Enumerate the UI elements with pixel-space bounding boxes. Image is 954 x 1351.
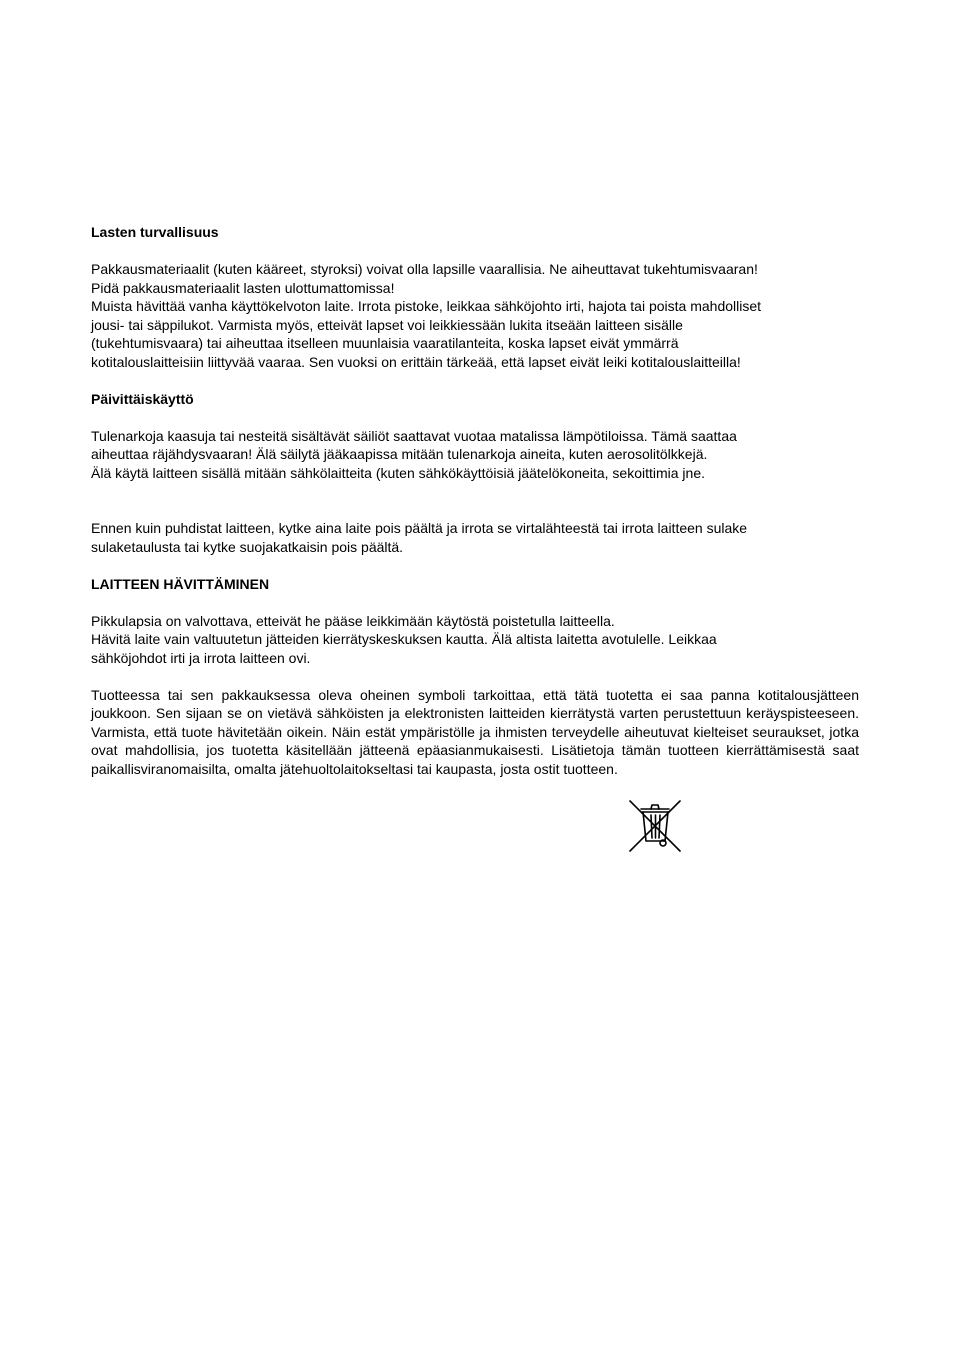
text-line: Hävitä laite vain valtuutetun jätteiden kierrätyskeskuksen kautta. Älä altista laitetta avotulelle. Leikkaa [91,631,717,647]
text-line: Pidä pakkausmateriaalit lasten ulottumattomissa! [91,279,395,296]
heading-child-safety: Lasten turvallisuus [91,224,219,240]
paragraph-child-safety [91,260,859,371]
paragraph-weee: Tuotteessa tai sen pakkauksessa oleva oheinen symboli tarkoittaa, että tätä tuotetta ei saa panna kotitalousjätteen joukkoon. Sen sijaan se on vietävä sähköisten ja elektronisten laitteiden kierrätystä varten perustettuun keräyspisteeseen. Varmista, että tuote hävitetään oikein. Näin estät ympäristölle ja ihmisten terveydelle aiheutuvat kielteiset seuraukset, jotka ovat mahdollisia, jos tuotetta käsitellään jätteenä epäasianmukaisesti. Lisätietoja tämän tuotteen kierrättämisestä saat paikallisviranomaisilta, omalta jätehuoltolaitokseltasi tai kaupasta, josta ostit tuotteen. [91,686,859,777]
crossed-out-wheelie-bin-icon [624,797,686,855]
text-line: Tulenarkoja kaasuja tai nesteitä sisältävät säiliöt saattavat vuotaa matalissa lämpötiloissa. Tämä saattaa [91,427,737,444]
text-line: Älä käytä laitteen sisällä mitään sähkölaitteita (kuten sähkökäyttöisiä jäätelökoneita, sekoittimia jne. [91,464,705,481]
heading-disposal: LAITTEEN HÄVITTÄMINEN [91,575,270,592]
paragraph-daily-use [91,427,859,483]
paragraph-cleaning [91,519,859,556]
text-line: sulaketaulusta tai kytke suojakatkaisin pois päältä. [91,538,404,555]
paragraph-disposal [91,612,859,668]
text-line: Pikkulapsia on valvottava, etteivät he pääse leikkimään käytöstä poistetulla laitteella. [91,612,615,629]
text-line: aiheuttaa räjähdysvaaran! Älä säilytä jääkaapissa mitään tulenarkoja aineita, kuten aerosolitölkkejä. [91,446,708,462]
text-line: Ennen kuin puhdistat laitteen, kytke aina laite pois päältä ja irrota se virtalähteestä tai irrota laitteen sulake [91,520,748,536]
heading-daily-use: Päivittäiskäyttö [91,390,194,407]
text-line: Pakkausmateriaalit (kuten kääreet, styroksi) voivat olla lapsille vaarallisia. Ne aiheuttavat tukehtumisvaaran! [91,261,758,277]
text-line: Muista hävittää vanha käyttökelvoton laite. Irrota pistoke, leikkaa sähköjohto irti, hajota tai poista mahdolliset [91,298,762,314]
text-line: kotitalouslaitteisiin liittyvää vaaraa. Sen vuoksi on erittäin tärkeää, että lapset eivät leiki kotitalouslaitteilla! [91,353,741,370]
text-line: sähköjohdot irti ja irrota laitteen ovi. [91,649,311,666]
text-line: (tukehtumisvaara) tai aiheuttaa itselleen muunlaisia vaaratilanteita, koska lapset eivät ymmärrä [91,335,679,351]
document-body [91,223,859,778]
text-line: jousi- tai säppilukot. Varmista myös, etteivät lapset voi leikkiessään lukita itseään laitteen sisälle [91,316,683,333]
